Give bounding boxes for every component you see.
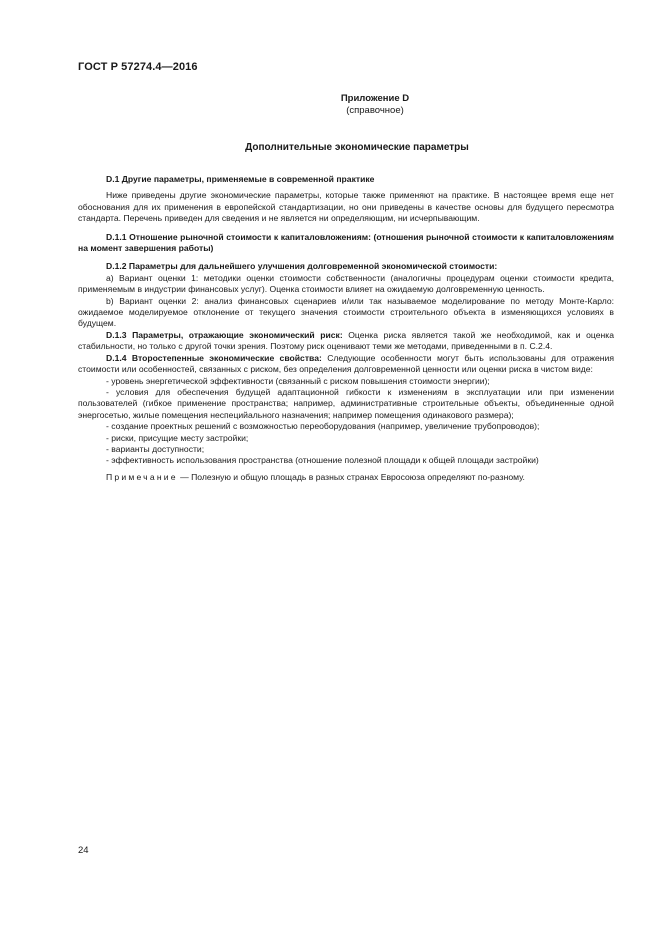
list-item: - эффективность использования пространства (отношение полезной площади к общей площади застройки) (106, 455, 539, 466)
heading-d1-1: D.1.1 Отношение рыночной стоимости к капиталовложениям: (отношения рыночной стоимости к капиталовложениям на момент завершения работы) (78, 231, 614, 254)
paragraph-d1-2-b: b) Вариант оценки 2: анализ финансовых сценариев и/или так называемое моделирование по методу Монте-Карло: ожидаемое моделируемое отклонение от текущего значения стоимости строительного объекта в изменяющихся условиях в будущем. (78, 295, 614, 329)
heading-d1-4: D.1.4 Второстепенные экономические свойства: (106, 352, 322, 363)
list-item: - уровень энергетической эффективности (связанный с риском повышения стоимости энергии); (106, 375, 490, 386)
document-body (78, 174, 614, 483)
text-d1-4: Следующие особенности могут быть использованы для отражения стоимости или особенностей, связанных с риском, без определения долговременной ценности или оценки риска в чистом виде: (78, 352, 614, 375)
paragraph-d1-3 (78, 330, 614, 353)
note (78, 472, 614, 483)
heading-d1-3: D.1.3 Параметры, отражающие экономический риск: (106, 329, 343, 340)
standard-number: ГОСТ Р 57274.4—2016 (78, 61, 198, 73)
appendix-subtitle: (справочное) (346, 105, 404, 116)
paragraph-d1: Ниже приведены другие экономические параметры, которые также применяют на практике. В настоящее время еще нет обоснования для их применения в европейской стандартизации, но они приведены в качестве основы для будущего пересмотра стандарта. Перечень приведен для сведения и не является ни определяющим, ни исчерпывающим. (78, 190, 614, 224)
page-number: 24 (78, 845, 89, 856)
list-item: - риски, присущие месту застройки; (106, 432, 249, 443)
paragraph-d1-2-a: a) Вариант оценки 1: методики оценки стоимости собственности (аналогичны процедурам оценки стоимости кредита, применяемым в индустрии финансовых услуг). Оценка стоимости влияет на ожидаемую долговременную ценность. (78, 272, 614, 295)
note-text: — Полезную и общую площадь в разных странах Евросоюза определяют по-разному. (177, 471, 525, 482)
section-title: Дополнительные экономические параметры (245, 142, 469, 153)
appendix-title: Приложение D (340, 93, 410, 104)
note-prefix: Примечание (106, 471, 178, 482)
heading-d1: D.1 Другие параметры, применяемые в современной практике (106, 174, 375, 184)
list-item: - варианты доступности; (106, 443, 205, 454)
text-d1-3: Оценка риска является такой же необходимой, как и оценка стабильности, но только с другой точки зрения. Поэтому риск оценивают теми же методами, приведенными в п. С.2.4. (78, 329, 614, 352)
heading-d1-2: D.1.2 Параметры для дальнейшего улучшения долговременной экономической стоимости: (106, 261, 498, 272)
list-item: - создание проектных решений с возможностью переоборудования (например, увеличение трубопроводов); (106, 421, 540, 432)
appendix-label (280, 93, 470, 117)
paragraph-d1-4 (78, 353, 614, 376)
list-item: - условия для обеспечения будущей адаптационной гибкости к изменениям в эксплуатации или при изменении пользователей (гибкое применение пространства; например, административные строительные объекты, объединенные одной энергосетью, жилые помещения неспецийального назначения; например помещения одинакового размера); (78, 386, 614, 420)
